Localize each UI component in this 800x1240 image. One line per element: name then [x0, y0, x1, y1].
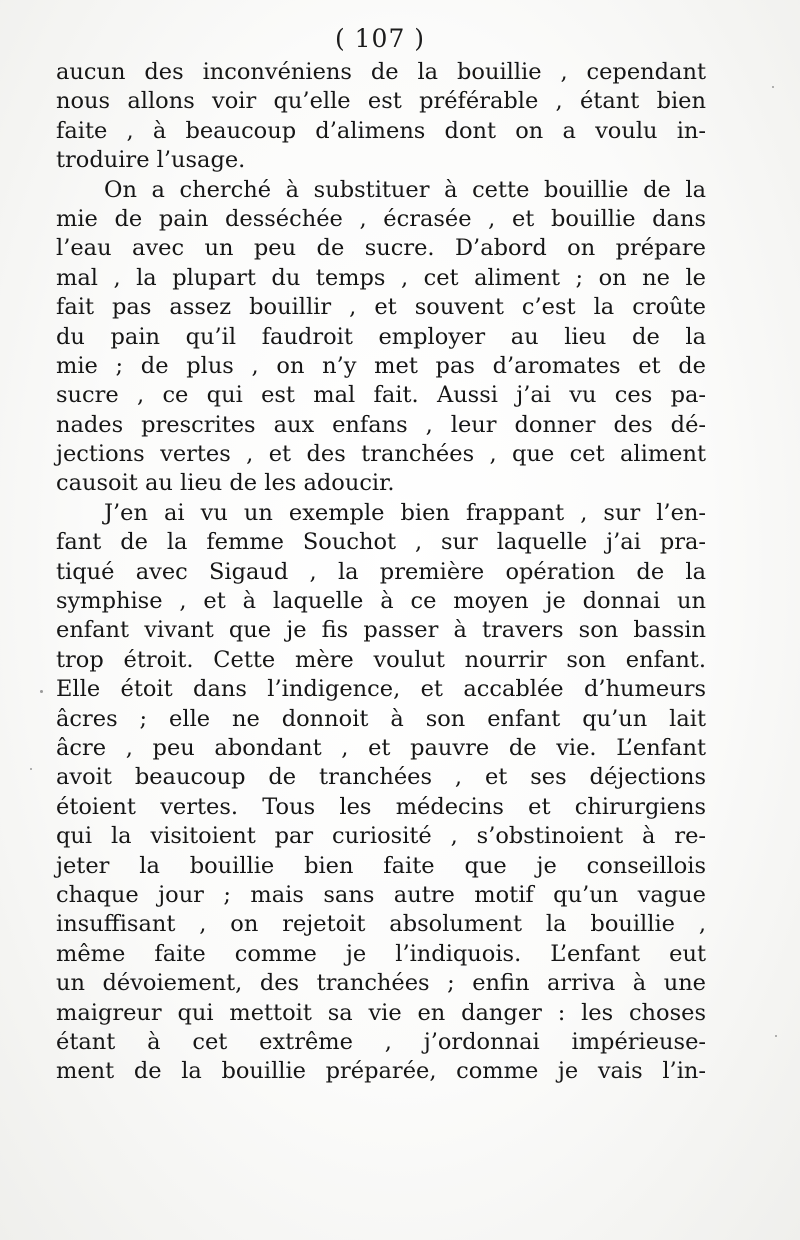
paper-speck	[775, 1035, 777, 1037]
text-line: fait pas assez bouillir , et souvent c’est la croûte	[56, 294, 706, 321]
text-line: jeter la bouillie bien faite que je conseillois	[56, 852, 706, 879]
text-line: enfant vivant que je fis passer à travers son bassin	[56, 617, 706, 644]
text-line: nous allons voir qu’elle est préférable , étant bien	[56, 88, 706, 115]
text-line: J’en ai vu un exemple bien frappant , sur l’en-	[104, 499, 706, 526]
text-line: même faite comme je l’indiquois. L’enfant eut	[56, 940, 706, 967]
text-line: tiqué avec Sigaud , la première opération de la	[56, 558, 706, 585]
text-line: ment de la bouillie préparée, comme je vais l’in-	[56, 1058, 706, 1085]
text-line: symphise , et à laquelle à ce moyen je donnai un	[56, 588, 706, 615]
text-line: nades prescrites aux enfans , leur donner des dé-	[56, 411, 706, 438]
text-line: étoient vertes. Tous les médecins et chirurgiens	[56, 793, 706, 820]
text-line: mie de pain desséchée , écrasée , et bouillie dans	[56, 205, 706, 232]
text-line: du pain qu’il faudroit employer au lieu de la	[56, 323, 706, 350]
paper-speck	[40, 690, 43, 693]
text-line: mal , la plupart du temps , cet aliment ; on ne le	[56, 264, 706, 291]
text-line: Elle étoit dans l’indigence, et accablée d’humeurs	[56, 676, 706, 703]
text-line: avoit beaucoup de tranchées , et ses déjections	[56, 764, 706, 791]
text-line: trop étroit. Cette mère voulut nourrir son enfant.	[56, 646, 706, 673]
paper-speck	[30, 768, 32, 770]
text-line: l’eau avec un peu de sucre. D’abord on prépare	[56, 235, 706, 262]
paper-speck	[772, 86, 774, 88]
text-line: chaque jour ; mais sans autre motif qu’un vague	[56, 881, 706, 908]
text-line: troduire l’usage.	[56, 147, 246, 174]
text-line: On a cherché à substituer à cette bouillie de la	[104, 176, 706, 203]
text-line: faite , à beaucoup d’alimens dont on a voulu in-	[56, 117, 706, 144]
text-line: maigreur qui mettoit sa vie en danger : les choses	[56, 999, 706, 1026]
body-text	[56, 58, 706, 1087]
text-line: mie ; de plus , on n’y met pas d’aromates et de	[56, 352, 706, 379]
text-line: sucre , ce qui est mal fait. Aussi j’ai vu ces pa-	[56, 382, 706, 409]
text-line: jections vertes , et des tranchées , que cet aliment	[56, 441, 706, 468]
text-line: causoit au lieu de les adoucir.	[56, 470, 395, 497]
text-line: qui la visitoient par curiosité , s’obstinoient à re-	[56, 823, 706, 850]
page-number: ( 107 )	[334, 24, 426, 53]
text-line: âcre , peu abondant , et pauvre de vie. L’enfant	[56, 734, 706, 761]
text-line: aucun des inconvéniens de la bouillie , cependant	[56, 59, 706, 85]
text-line: âcres ; elle ne donnoit à son enfant qu’un lait	[56, 705, 706, 732]
text-line: insuffisant , on rejetoit absolument la bouillie ,	[56, 911, 706, 938]
text-line: fant de la femme Souchot , sur laquelle j’ai pra-	[56, 529, 706, 556]
text-line: étant à cet extrême , j’ordonnai impérieuse-	[56, 1028, 706, 1055]
text-line: un dévoiement, des tranchées ; enfin arriva à une	[56, 970, 706, 997]
